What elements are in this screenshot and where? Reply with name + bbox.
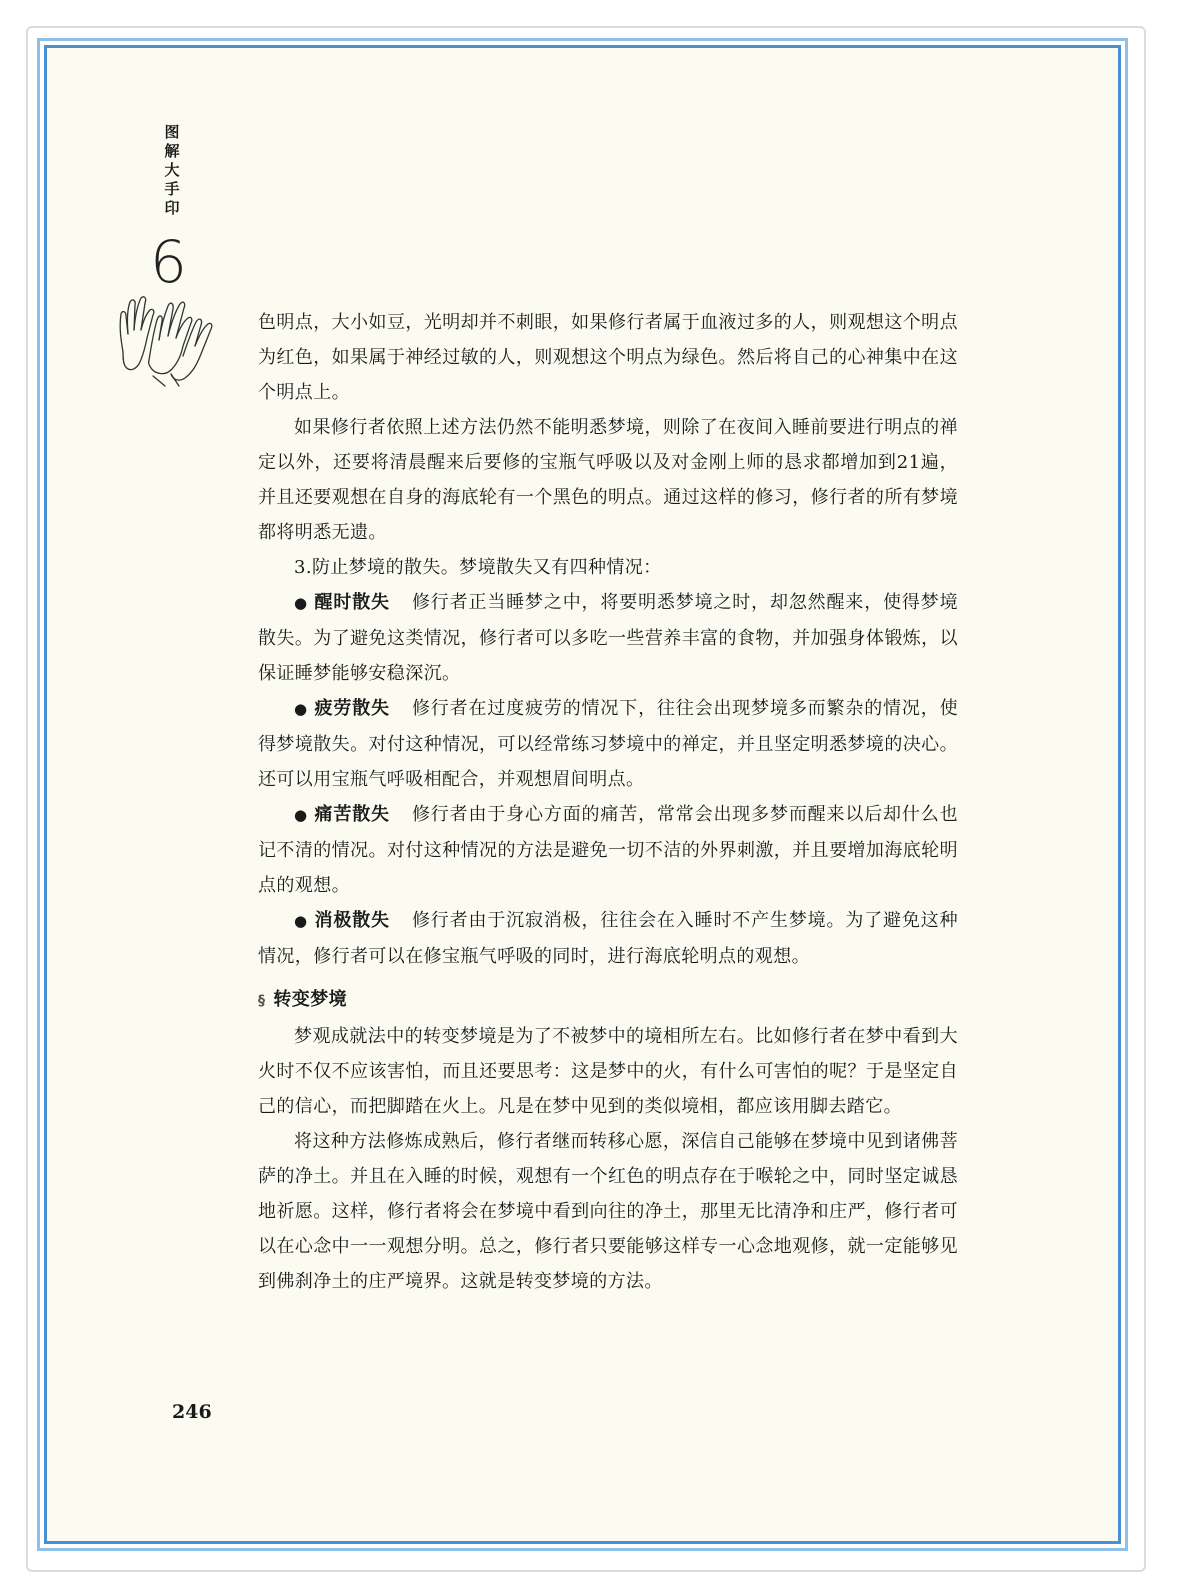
bullet-dot: ● <box>294 700 308 718</box>
bullet-term: 疲劳散失 <box>314 698 390 719</box>
bullet-dot: ● <box>294 594 308 612</box>
book-title-char: 手 <box>164 180 180 198</box>
main-text <box>258 305 958 1299</box>
book-title-char: 解 <box>164 142 180 160</box>
book-title-char: 印 <box>164 199 180 217</box>
book-title-char: 图 <box>164 123 180 141</box>
bullet-text: 修行者在过度疲劳的情况下，往往会出现梦境多而繁杂的情况，使得梦境散失。对付这种情况，可以经常练习梦境中的禅定，并且坚定明悉梦境的决心。还可以用宝瓶气呼吸相配合，并观想眉间明点。 <box>258 698 958 790</box>
book-title-vertical <box>160 123 184 218</box>
paragraph: 3.防止梦境的散失。梦境散失又有四种情况： <box>294 557 662 578</box>
chapter-number: 6 <box>150 228 187 296</box>
bullet-term: 醒时散失 <box>314 592 390 613</box>
bullet-term: 痛苦散失 <box>314 804 390 825</box>
praying-hands-icon <box>113 290 218 388</box>
bullet-text: 修行者正当睡梦之中，将要明悉梦境之时，却忽然醒来，使得梦境散失。为了避免这类情况，修行者可以多吃一些营养丰富的食物，并加强身体锻炼，以保证睡梦能够安稳深沉。 <box>258 592 958 684</box>
bullet-term: 消极散失 <box>314 910 390 931</box>
section-heading <box>258 982 958 1019</box>
bullet-item <box>258 585 958 691</box>
paragraph: 如果修行者依照上述方法仍然不能明悉梦境，则除了在夜间入睡前要进行明点的禅定以外，还要将清晨醒来后要修的宝瓶气呼吸以及对金刚上师的恳求都增加到21遍，并且还要观想在自身的海底轮有一个黑色的明点。通过这样的修习，修行者的所有梦境都将明悉无遗。 <box>258 417 958 543</box>
section-heading-text: 转变梦境 <box>273 989 348 1010</box>
paragraph: 色明点，大小如豆，光明却并不刺眼，如果修行者属于血液过多的人，则观想这个明点为红色，如果属于神经过敏的人，则观想这个明点为绿色。然后将自己的心神集中在这个明点上。 <box>258 312 958 403</box>
bullet-text: 修行者由于身心方面的痛苦，常常会出现多梦而醒来以后却什么也记不清的情况。对付这种情况的方法是避免一切不洁的外界刺激，并且要增加海底轮明点的观想。 <box>258 804 958 896</box>
bullet-item <box>258 903 958 974</box>
paragraph: 将这种方法修炼成熟后，修行者继而转移心愿，深信自己能够在梦境中见到诸佛菩萨的净土。并且在入睡的时候，观想有一个红色的明点存在于喉轮之中，同时坚定诚恳地祈愿。这样，修行者将会在梦境中看到向往的净土，那里无比清净和庄严，修行者可以在心念中一一观想分明。总之，修行者只要能够这样专一心念地观修，就一定能够见到佛刹净土的庄严境界。这就是转变梦境的方法。 <box>258 1131 958 1292</box>
section-mark: § <box>258 993 266 1009</box>
bullet-item <box>258 691 958 797</box>
paragraph: 梦观成就法中的转变梦境是为了不被梦中的境相所左右。比如修行者在梦中看到大火时不仅不应该害怕，而且还要思考：这是梦中的火，有什么可害怕的呢？于是坚定自己的信心，而把脚踏在火上。凡是在梦中见到的类似境相，都应该用脚去踏它。 <box>258 1026 958 1117</box>
page-number: 246 <box>172 1401 212 1423</box>
bullet-text: 修行者由于沉寂消极，往往会在入睡时不产生梦境。为了避免这种情况，修行者可以在修宝瓶气呼吸的同时，进行海底轮明点的观想。 <box>258 910 958 967</box>
bullet-dot: ● <box>294 806 308 824</box>
bullet-item <box>258 797 958 903</box>
bullet-dot: ● <box>294 912 308 930</box>
book-title-char: 大 <box>164 161 180 179</box>
